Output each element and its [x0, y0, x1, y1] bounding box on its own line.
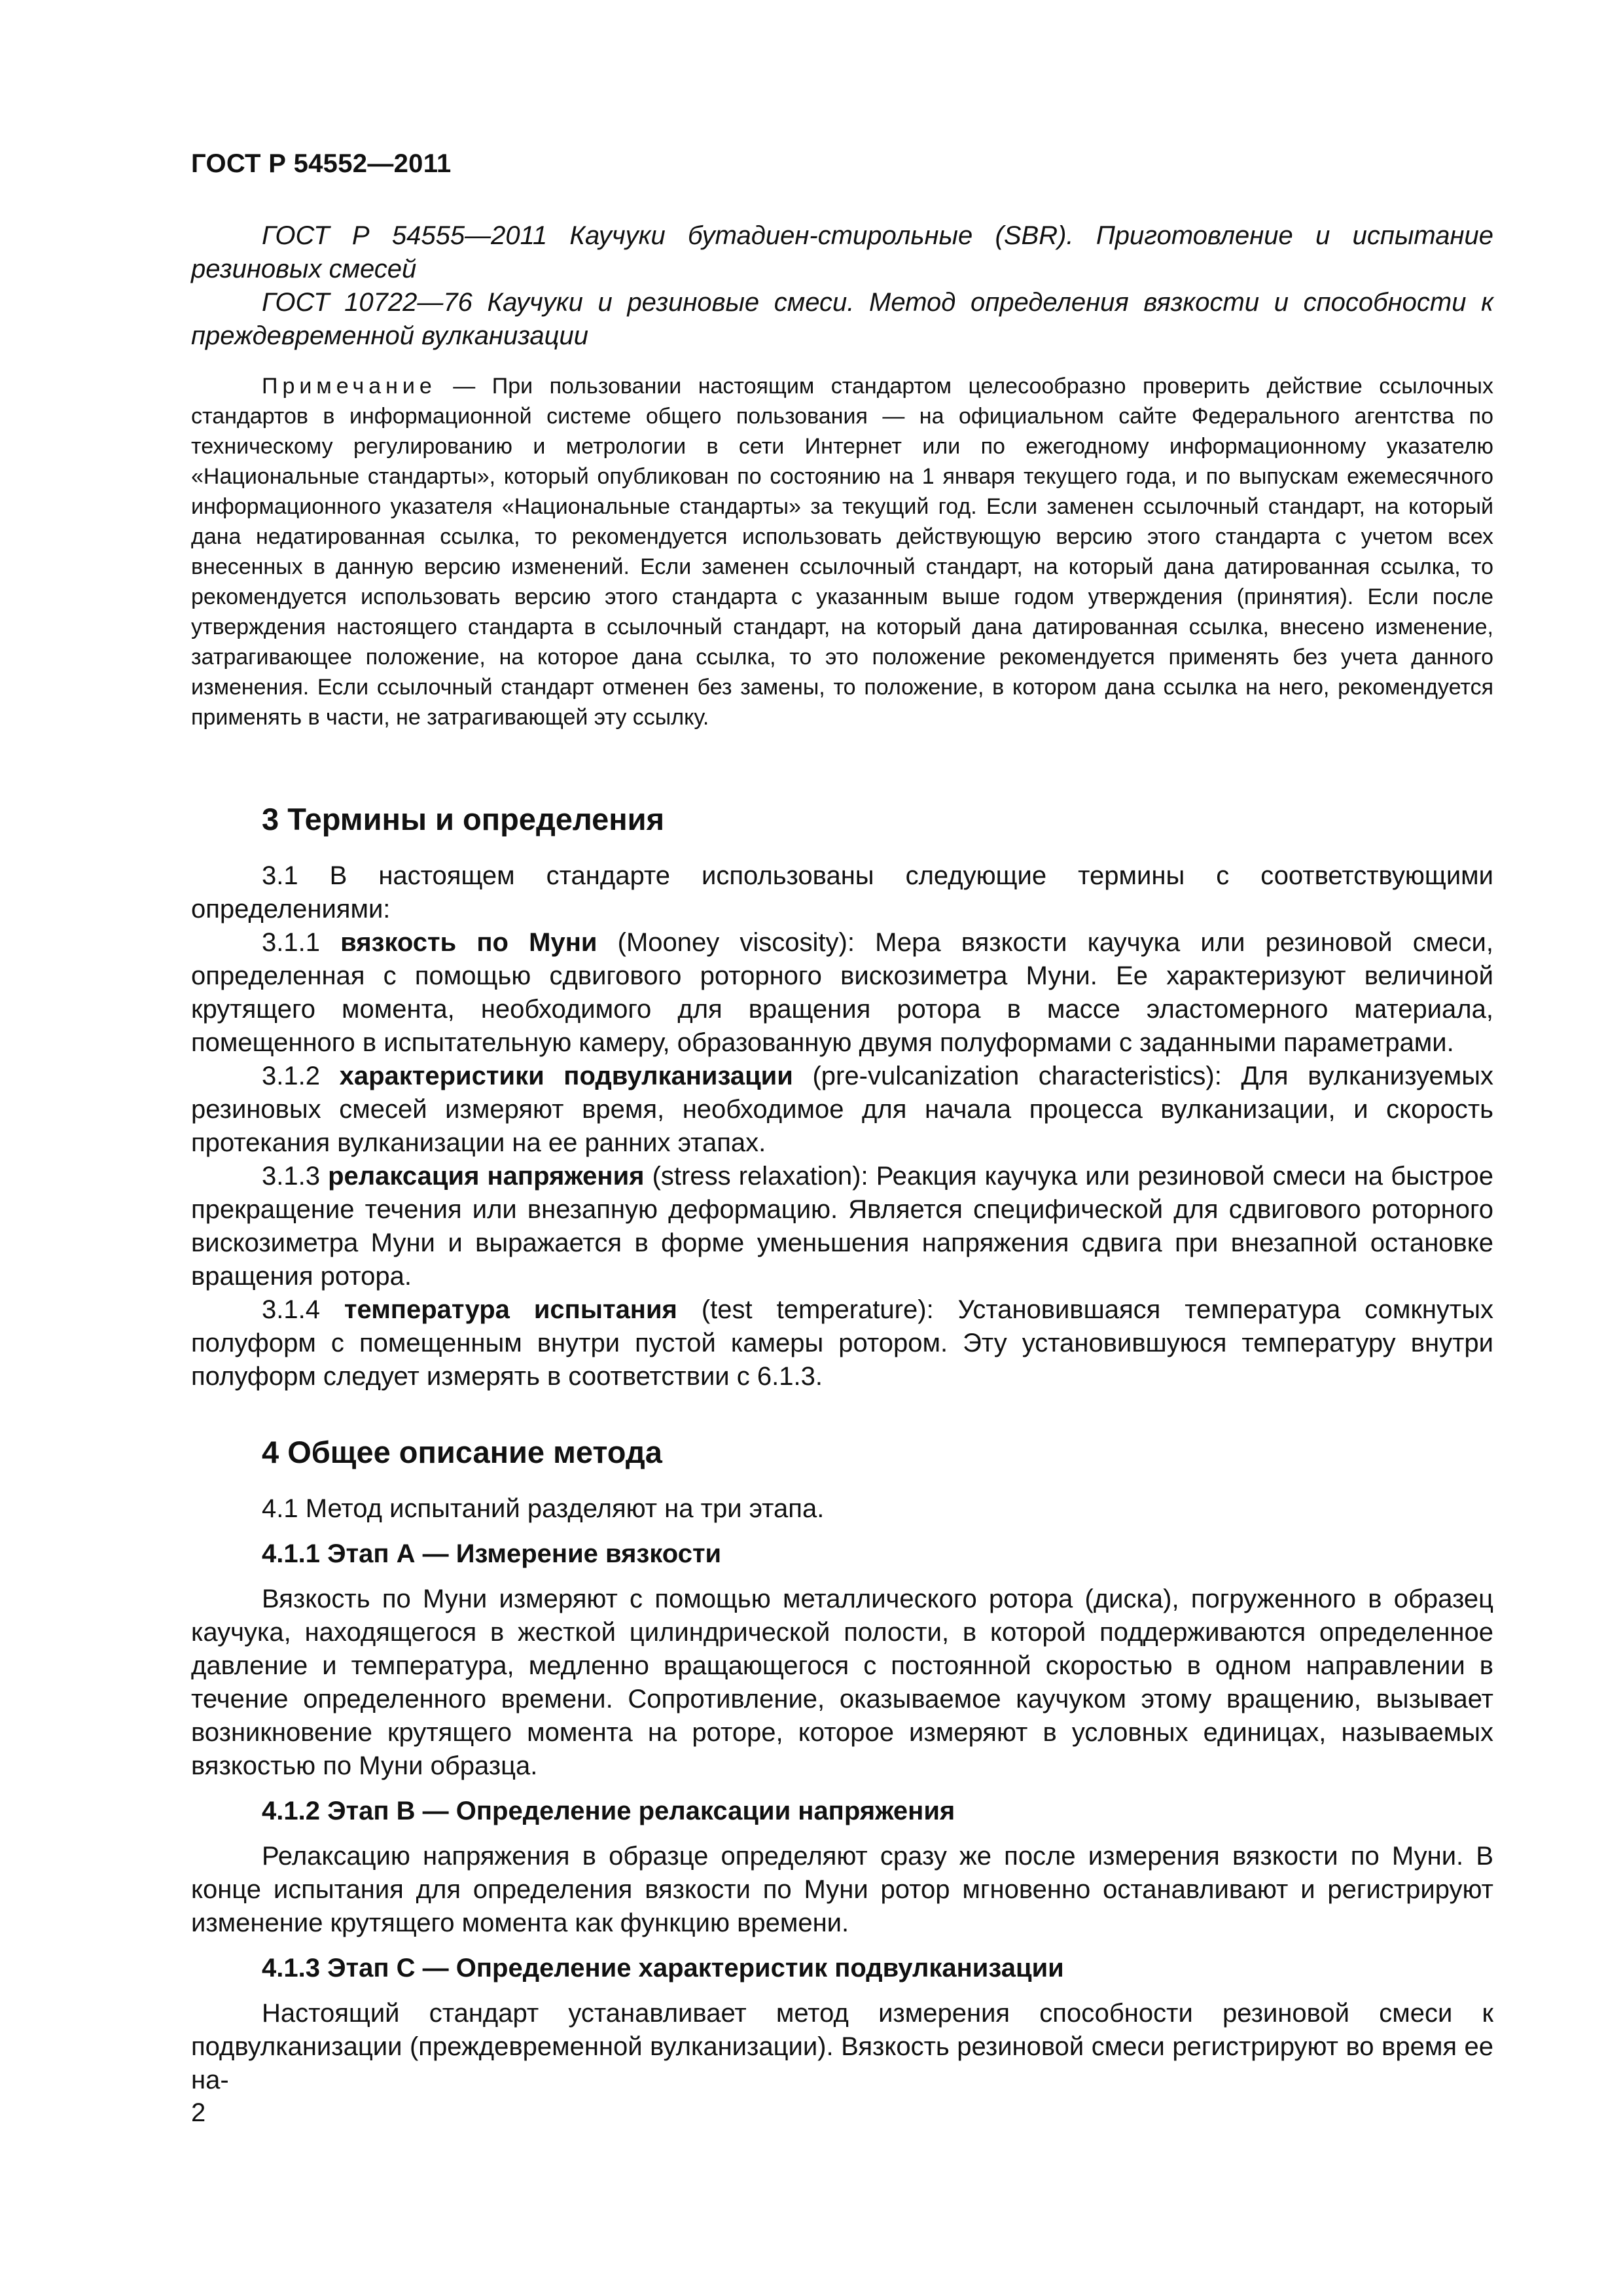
- term-number: 3.1.4: [262, 1295, 344, 1324]
- section-title-4: 4 Общее описание метода: [262, 1435, 662, 1469]
- term-name: релаксация напряжения: [328, 1162, 645, 1191]
- term-definition: [191, 1160, 1493, 1293]
- term-text: (Mooney viscosity): Мера вязкости каучука или резиновой смеси, определенная с помощью сдвигового роторного вискозиметра Муни. Ее характеризуют величиной крутящего момента, необходимого для вращения ротора в массе эластомерного материала, помещенного в испытательную камеру, образованную двумя полуформами с заданными параметрами.: [191, 928, 1493, 1057]
- term-text: (test temperature): Установившаяся температура сомкнутых полуформ с помещенным внутри пустой камеры ротором. Эту установившуюся температуру внутри полуформ следует измерять в соответствии с 6.1.3.: [191, 1295, 1493, 1391]
- stage-text: Вязкость по Муни измеряют с помощью металлического ротора (диска), погруженного в образец каучука, находящегося в жесткой цилиндрической полости, в которой поддерживаются определенное давление и температура, медленно вращающегося с постоянной скоростью в одном направлении в течение определенного времени. Сопротивление, оказываемое каучуком этому вращению, вызывает возникновение крутящего момента на роторе, которое измеряют в условных единицах, называемых вязкостью по Муни образца.: [191, 1585, 1493, 1780]
- term-name: температура испытания: [344, 1295, 677, 1324]
- term-number: 3.1.2: [262, 1062, 340, 1090]
- page-number: 2: [191, 2098, 206, 2127]
- note-text: — При пользовании настоящим стандартом целесообразно проверить действие ссылочных стандартов в информационной системе общего пользования — на официальном сайте Федерального агентства по техническому регулированию и метрологии в сети Интернет или по ежегодному информационному указателю «Национальные стандарты», который опубликован по состоянию на 1 января текущего года, и по выпускам ежемесячного информационного указателя «Национальные стандарты» за текущий год. Если заменен ссылочный стандарт, на который дана недатированная ссылка, то рекомендуется использовать действующую версию этого стандарта с учетом всех внесенных в данную версию изменений. Если заменен ссылочный стандарт, на который дана датированная ссылка, то рекомендуется использовать версию этого стандарта с указанным выше годом утверждения (принятия). Если после утверждения настоящего стандарта в ссылочный стандарт, на который дана датированная ссылка, внесено изменение, затрагивающее положение, на которое дана ссылка, то это положение рекомендуется применять без учета данного изменения. Если ссылочный стандарт отменен без замены, то положение, в котором дана ссылка на него, рекомендуется применять в части, не затрагивающей эту ссылку.: [191, 374, 1493, 730]
- term-number: 3.1.1: [262, 928, 341, 957]
- page-content: [191, 219, 1493, 2097]
- term-text: (stress relaxation): Реакция каучука или резиновой смеси на быстрое прекращение течения или внезапную деформацию. Является специфической для сдвигового роторного вискозиметра Муни и выражается в форме уменьшения напряжения сдвига при внезапной остановке вращения ротора.: [191, 1162, 1494, 1291]
- section-title-3: 3 Термины и определения: [262, 802, 664, 836]
- section-3-intro: 3.1 В настоящем стандарте использованы следующие термины с соответствующими определениями:: [191, 861, 1493, 924]
- term-name: характеристики подвулканизации: [339, 1062, 793, 1090]
- term-definition: [191, 1060, 1493, 1160]
- stage-heading: 4.1.2 Этап В — Определение релаксации напряжения: [262, 1797, 955, 1825]
- reference-item: ГОСТ 10722—76 Каучуки и резиновые смеси. Метод определения вязкости и способности к преждевременной вулканизации: [191, 288, 1493, 350]
- note-paragraph: [191, 371, 1493, 732]
- term-definition: [191, 926, 1493, 1060]
- stage-text: Релаксацию напряжения в образце определяют сразу же после измерения вязкости по Муни. В конце испытания для определения вязкости по Муни ротор мгновенно останавливают и регистрируют изменение крутящего момента как функцию времени.: [191, 1842, 1493, 1937]
- term-definition: [191, 1293, 1493, 1393]
- stage-heading: 4.1.3 Этап С — Определение характеристик подвулканизации: [262, 1954, 1064, 1982]
- term-number: 3.1.3: [262, 1162, 329, 1191]
- stage-heading: 4.1.1 Этап А — Измерение вязкости: [262, 1539, 722, 1568]
- note-label: Примечание: [262, 374, 437, 399]
- reference-item: ГОСТ Р 54555—2011 Каучуки бутадиен-стирольные (SBR). Приготовление и испытание резиновых смесей: [191, 221, 1493, 283]
- section-4-intro: 4.1 Метод испытаний разделяют на три этапа.: [262, 1494, 825, 1523]
- stage-text: Настоящий стандарт устанавливает метод измерения способности резиновой смеси к подвулканизации (преждевременной вулканизации). Вязкость резиновой смеси регистрируют во время ее на-: [191, 1999, 1493, 2094]
- term-name: вязкость по Муни: [340, 928, 597, 957]
- term-text: (pre-vulcanization characteristics): Для вулканизуемых резиновых смесей измеряют время, необходимое для начала процесса вулканизации, и скорость протекания вулканизации на ее ранних этапах.: [191, 1062, 1494, 1157]
- document-header: ГОСТ Р 54552—2011: [191, 149, 452, 178]
